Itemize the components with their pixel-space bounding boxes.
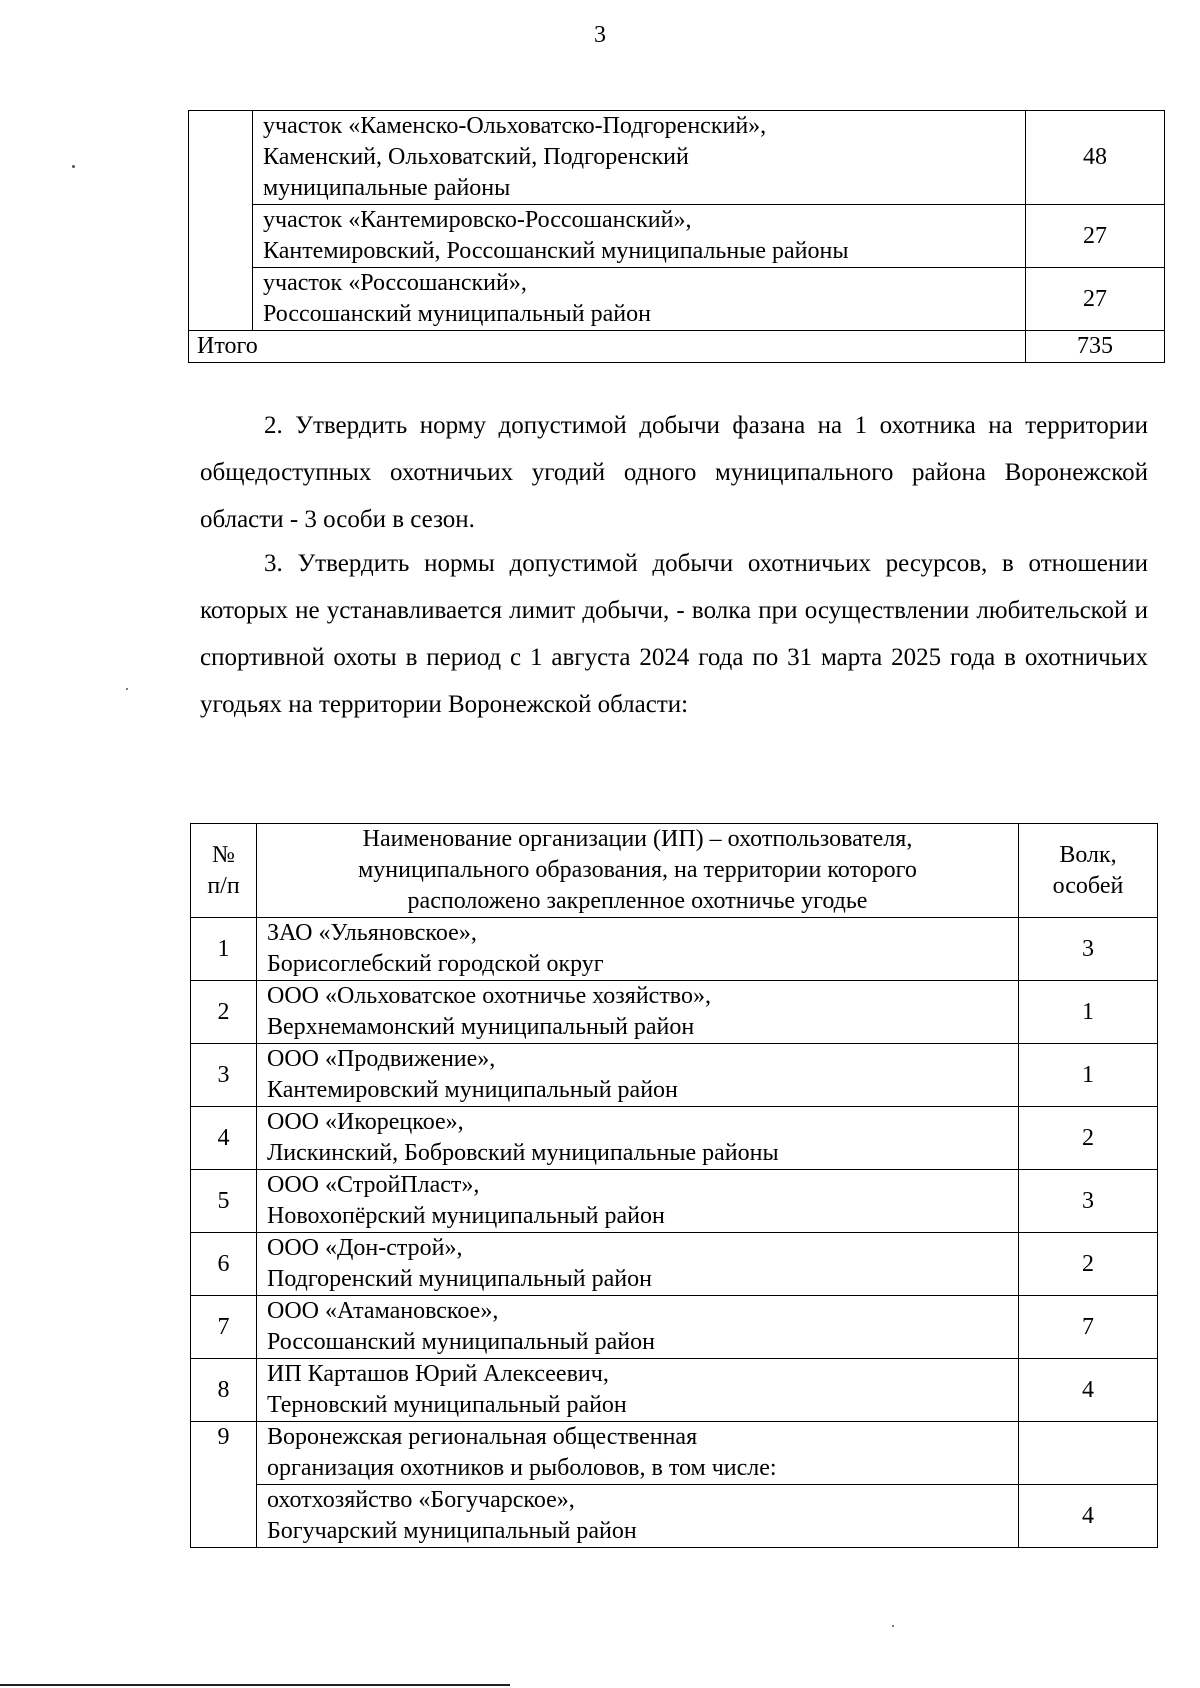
table-row <box>189 268 1165 331</box>
quota-table-body <box>189 111 1165 363</box>
row-name-line2: Подгоренский муниципальный район <box>267 1266 652 1292</box>
row-name-cell <box>253 111 1026 205</box>
row-value-cell: 3 <box>1019 918 1158 981</box>
row-name-cell <box>257 1485 1019 1548</box>
scan-speck <box>72 165 75 168</box>
row-name-line1: ООО «Атамановское», <box>267 1298 499 1324</box>
wolf-quota-table-body <box>191 824 1158 918</box>
row-name-line: участок «Кантемировско-Россошанский», <box>263 207 692 233</box>
row-name-cell <box>257 981 1019 1044</box>
row-name-cell <box>257 1170 1019 1233</box>
table-row <box>191 981 1158 1044</box>
row-value-cell: 1 <box>1019 981 1158 1044</box>
row-number-cell: 3 <box>191 1044 257 1107</box>
row-name-cell <box>253 268 1026 331</box>
row-name-line1: ООО «СтройПласт», <box>267 1172 480 1198</box>
header-value-cell <box>1019 824 1158 918</box>
row-number-cell: 1 <box>191 918 257 981</box>
row-name-line: участок «Каменско-Ольховатско-Подгоренский», <box>263 113 767 139</box>
row-number-cell <box>189 111 253 331</box>
row-value-cell: 27 <box>1026 268 1165 331</box>
header-value-line1: Волк, <box>1059 841 1117 868</box>
row-name-cell <box>257 1422 1019 1485</box>
scan-speck <box>892 1625 894 1627</box>
row-number-cell: 2 <box>191 981 257 1044</box>
paragraph-2: 2. Утвердить норму допустимой добычи фазана на 1 охотника на территории общедоступных охотничьих угодий одного муниципального района Воронежской области - 3 особи в сезон. <box>200 412 1148 533</box>
total-label: Итого <box>189 331 1026 363</box>
row-name-line2: организация охотников и рыболовов, в том числе: <box>267 1455 777 1481</box>
scan-speck <box>126 688 128 690</box>
row-name-line2: Борисоглебский городской округ <box>267 951 604 977</box>
row-value-cell: 27 <box>1026 205 1165 268</box>
wolf-quota-rows <box>191 918 1158 1422</box>
quota-table-continuation <box>188 110 1165 363</box>
table-row <box>191 1359 1158 1422</box>
header-name-line1: Наименование организации (ИП) – охотпользователя, <box>362 826 913 852</box>
row-name-line1: ООО «Ольховатское охотничье хозяйство», <box>267 983 711 1009</box>
row-name-cell <box>257 918 1019 981</box>
row-value-cell: 2 <box>1019 1107 1158 1170</box>
row-name-line1: ООО «Продвижение», <box>267 1046 496 1072</box>
row-name-cell <box>257 1233 1019 1296</box>
row-value-cell: 2 <box>1019 1233 1158 1296</box>
header-name-line3: расположено закрепленное охотничье угодье <box>407 888 868 914</box>
row-name-cell <box>257 1044 1019 1107</box>
row-value-cell: 4 <box>1019 1359 1158 1422</box>
row-name-line: Кантемировский, Россошанский муниципальные районы <box>263 238 849 264</box>
row-name-line2: Кантемировский муниципальный район <box>267 1077 678 1103</box>
wolf-quota-row-9-group <box>191 1422 1158 1548</box>
row-name-line1: охотхозяйство «Богучарское», <box>267 1487 575 1513</box>
row-number-cell: 9 <box>191 1422 257 1548</box>
row-name-line1: ООО «Икорецкое», <box>267 1109 464 1135</box>
row-name-line1: ООО «Дон-строй», <box>267 1235 463 1261</box>
row-value-cell: 4 <box>1019 1485 1158 1548</box>
row-value-cell <box>1019 1422 1158 1485</box>
row-name-line: Россошанский муниципальный район <box>263 301 651 327</box>
header-name-cell <box>257 824 1019 918</box>
table-row <box>191 1422 1158 1485</box>
page-number: 3 <box>594 22 606 48</box>
row-value-cell: 3 <box>1019 1170 1158 1233</box>
row-name-line2: Россошанский муниципальный район <box>267 1329 655 1355</box>
header-value-line2: особей <box>1052 872 1124 899</box>
paragraph-3: 3. Утвердить нормы допустимой добычи охотничьих ресурсов, в отношении которых не устанавливается лимит добычи, - волка при осуществлении любительской и спортивной охоты в период с 1 августа 2024 года по 31 марта 2025 года в охотничьих угодьях на территории Воронежской области: <box>200 550 1148 718</box>
table-row <box>189 111 1165 205</box>
table-row <box>191 1485 1158 1548</box>
row-name-line: участок «Россошанский», <box>263 270 527 296</box>
row-value-cell: 48 <box>1026 111 1165 205</box>
row-name-cell <box>257 1359 1019 1422</box>
row-number-cell: 5 <box>191 1170 257 1233</box>
row-number-cell: 6 <box>191 1233 257 1296</box>
table-header-row <box>191 824 1158 918</box>
row-name-line2: Новохопёрский муниципальный район <box>267 1203 665 1229</box>
total-value: 735 <box>1026 331 1165 363</box>
row-name-line2: Верхнемамонский муниципальный район <box>267 1014 695 1040</box>
table-row <box>191 1296 1158 1359</box>
row-name-line2: Лискинский, Бобровский муниципальные районы <box>267 1140 779 1166</box>
table-row <box>191 1170 1158 1233</box>
row-name-cell <box>257 1107 1019 1170</box>
row-name-line: Каменский, Ольховатский, Подгоренский <box>263 144 689 170</box>
header-number-line1: № <box>212 841 235 868</box>
row-name-line1: Воронежская региональная общественная <box>267 1424 698 1450</box>
row-name-line1: ИП Карташов Юрий Алексеевич, <box>267 1361 609 1387</box>
table-row <box>191 1233 1158 1296</box>
table-row <box>191 1044 1158 1107</box>
row-name-cell <box>253 205 1026 268</box>
row-value-cell: 7 <box>1019 1296 1158 1359</box>
scan-edge-line <box>0 1684 510 1686</box>
total-row <box>189 331 1165 363</box>
header-number-cell <box>191 824 257 918</box>
row-name-line2: Богучарский муниципальный район <box>267 1518 637 1544</box>
row-name-cell <box>257 1296 1019 1359</box>
row-number-cell: 8 <box>191 1359 257 1422</box>
table-row <box>191 918 1158 981</box>
header-number-line2: п/п <box>207 872 240 899</box>
row-value-cell: 1 <box>1019 1044 1158 1107</box>
table-row <box>191 1107 1158 1170</box>
wolf-quota-table <box>190 823 1158 1548</box>
row-number-cell: 4 <box>191 1107 257 1170</box>
row-name-line: муниципальные районы <box>263 175 511 201</box>
row-number-cell: 7 <box>191 1296 257 1359</box>
row-name-line1: ЗАО «Ульяновское», <box>267 920 477 946</box>
table-row <box>189 205 1165 268</box>
header-name-line2: муниципального образования, на территории которого <box>358 857 917 883</box>
row-name-line2: Терновский муниципальный район <box>267 1392 627 1418</box>
